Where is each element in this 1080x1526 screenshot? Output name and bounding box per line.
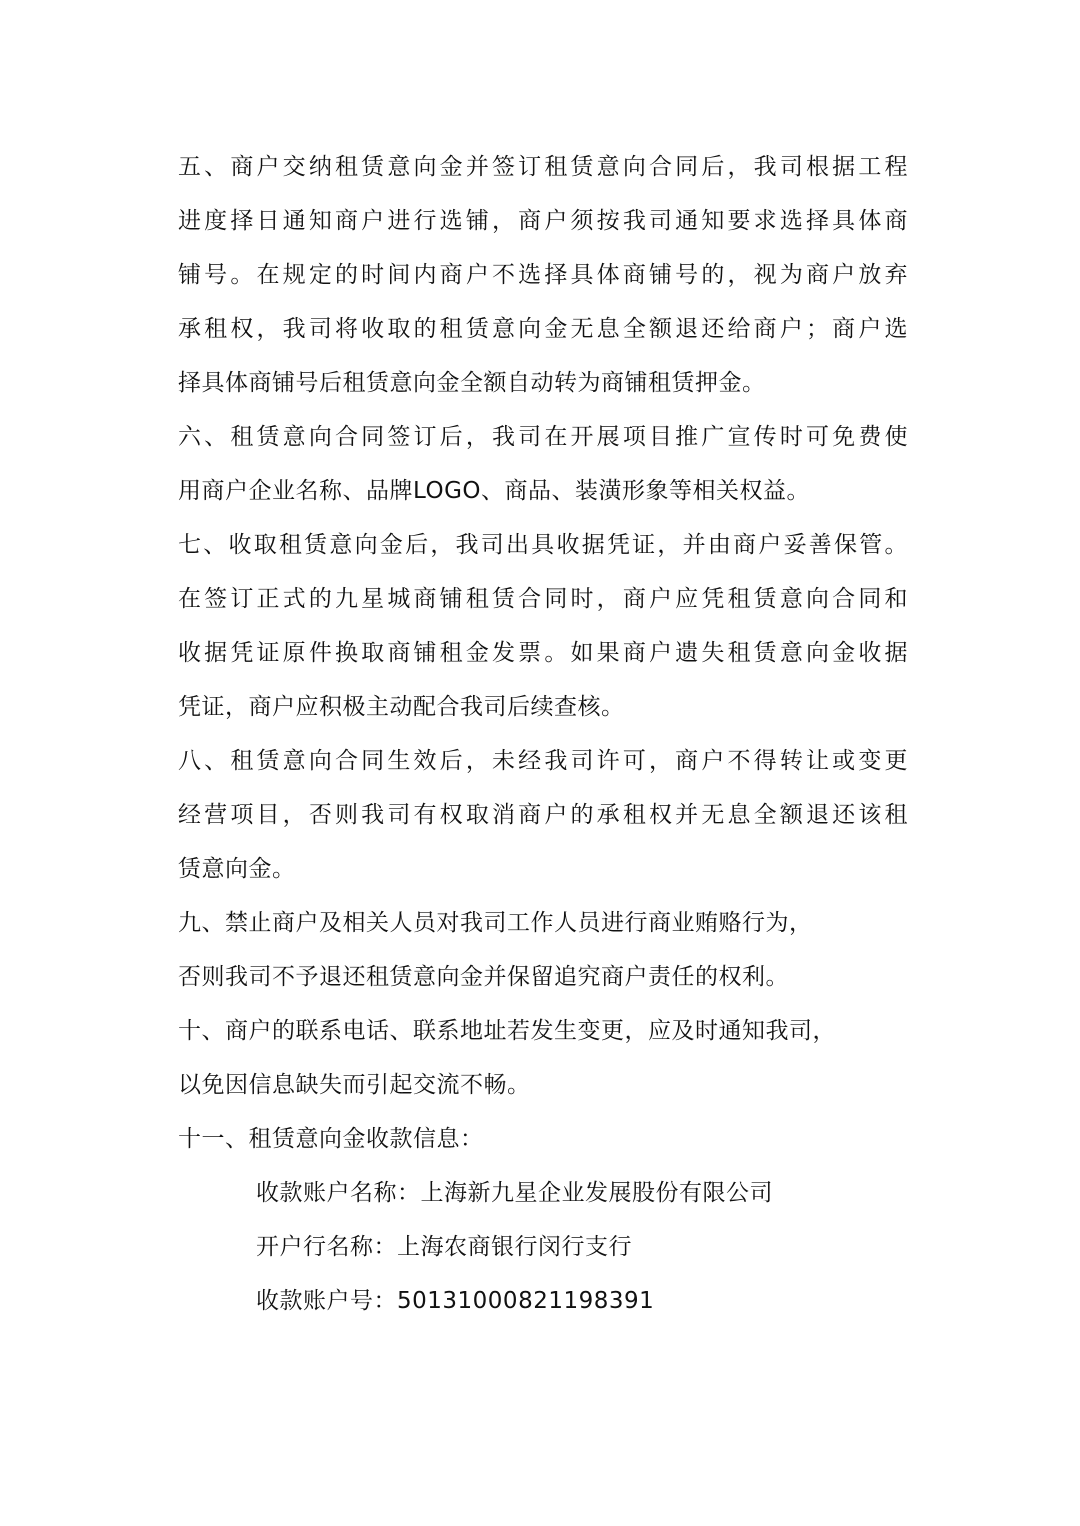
payee-account-name: 收款账户名称：上海新九星企业发展股份有限公司 bbox=[256, 1180, 773, 1206]
payee-bank-name: 开户行名称：上海农商银行闵行支行 bbox=[256, 1234, 632, 1260]
clause-five-line: 进度择日通知商户进行选铺，商户须按我司通知要求选择具体商 bbox=[178, 208, 908, 234]
clause-nine-line: 九、禁止商户及相关人员对我司工作人员进行商业贿赂行为， bbox=[178, 910, 813, 936]
clause-five bbox=[178, 140, 908, 410]
clause-eight-line: 赁意向金。 bbox=[178, 856, 296, 882]
clause-six-line: 用商户企业名称、品牌LOGO、商品、装潢形象等相关权益。 bbox=[178, 478, 811, 504]
clause-seven-line: 在签订正式的九星城商铺租赁合同时，商户应凭租赁意向合同和 bbox=[178, 586, 908, 612]
clause-eleven bbox=[178, 1112, 908, 1328]
clause-five-line: 择具体商铺号后租赁意向金全额自动转为商铺租赁押金。 bbox=[178, 370, 766, 396]
clause-seven bbox=[178, 518, 908, 734]
clause-ten bbox=[178, 1004, 908, 1112]
clause-five-line: 铺号。在规定的时间内商户不选择具体商铺号的，视为商户放弃 bbox=[178, 262, 908, 288]
clause-six-line: 六、租赁意向合同签订后，我司在开展项目推广宣传时可免费使 bbox=[178, 424, 908, 450]
clause-five-line: 五、商户交纳租赁意向金并签订租赁意向合同后，我司根据工程 bbox=[178, 154, 908, 180]
clause-eight bbox=[178, 734, 908, 896]
document-body bbox=[178, 140, 908, 1328]
clause-five-line: 承租权，我司将收取的租赁意向金无息全额退还给商户；商户选 bbox=[178, 316, 908, 342]
clause-eleven-heading: 十一、租赁意向金收款信息： bbox=[178, 1126, 484, 1152]
clause-nine bbox=[178, 896, 908, 1004]
clause-eight-line: 经营项目，否则我司有权取消商户的承租权并无息全额退还该租 bbox=[178, 802, 908, 828]
clause-ten-line: 十、商户的联系电话、联系地址若发生变更，应及时通知我司， bbox=[178, 1018, 836, 1044]
clause-seven-line: 凭证，商户应积极主动配合我司后续查核。 bbox=[178, 694, 625, 720]
clause-six bbox=[178, 410, 908, 518]
clause-seven-line: 收据凭证原件换取商铺租金发票。如果商户遗失租赁意向金收据 bbox=[178, 640, 908, 666]
payee-account-number: 收款账户号：50131000821198391 bbox=[256, 1288, 655, 1314]
clause-ten-line: 以免因信息缺失而引起交流不畅。 bbox=[178, 1072, 531, 1098]
clause-eight-line: 八、租赁意向合同生效后，未经我司许可，商户不得转让或变更 bbox=[178, 748, 908, 774]
clause-seven-line: 七、收取租赁意向金后，我司出具收据凭证，并由商户妥善保管。 bbox=[178, 532, 908, 558]
clause-nine-line: 否则我司不予退还租赁意向金并保留追究商户责任的权利。 bbox=[178, 964, 789, 990]
